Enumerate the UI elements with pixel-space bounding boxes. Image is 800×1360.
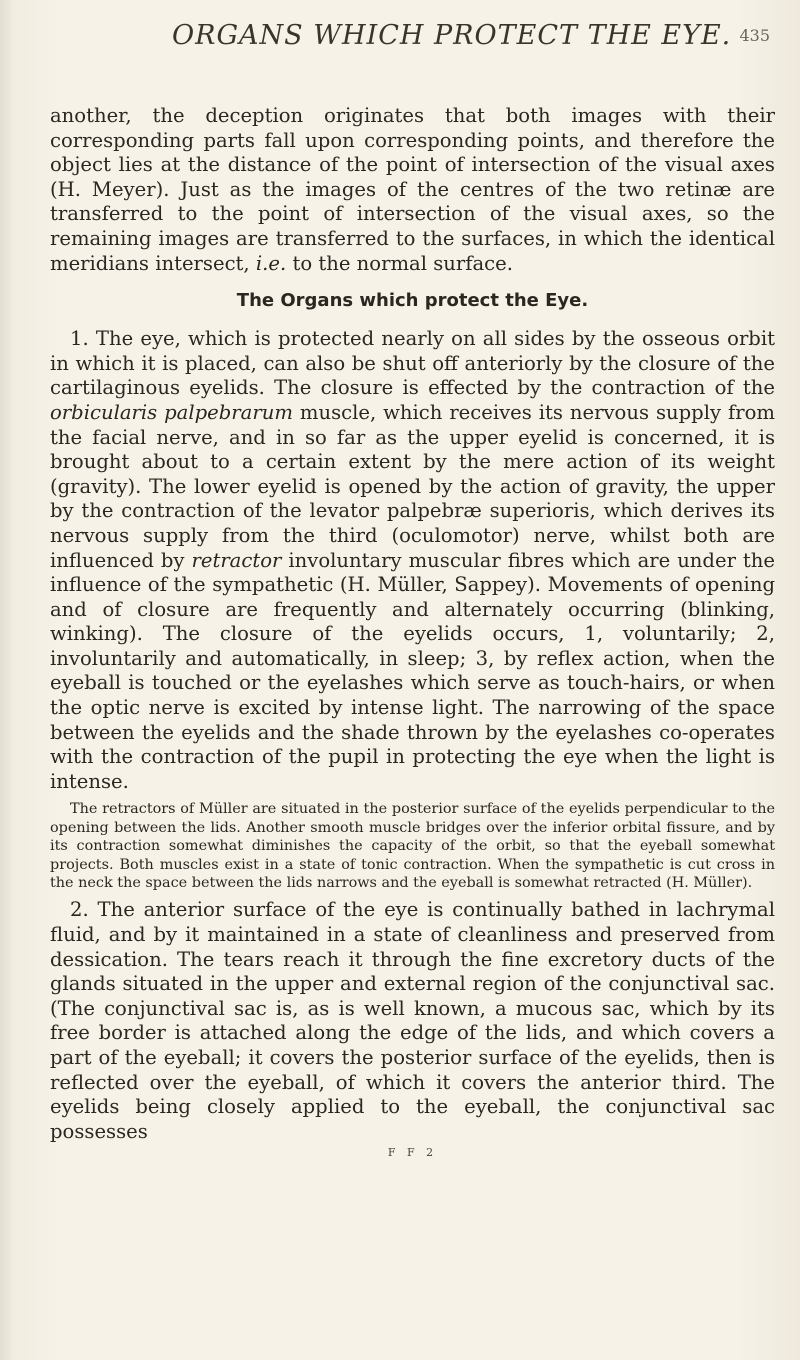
retractor-term: retractor [191, 548, 282, 572]
section-heading: The Organs which protect the Eye. [236, 290, 589, 312]
footnote-paragraph: The retractors of Müller are situated in the posterior surface of the eyelids perpendicular to the opening between the lids. Another smooth muscle bridges over the inferior orbital fissure, and by its contraction somewhat diminishes the capacity of the orbit, so that the eyeball somewhat projects. Both muscles exist in a state of tonic contraction. When the sympathetic is cut cross in the neck the space between the lids narrows and the eyeball is somewhat retracted (H. Müller). [50, 801, 775, 892]
body-text [50, 104, 775, 1159]
continuation-paragraph [50, 104, 775, 276]
continuation-end: to the normal surface. [292, 251, 513, 275]
paragraph-2: 2. The anterior surface of the eye is continually bathed in lachrymal fluid, and by it maintained in a state of cleanliness and preserved from dessication. The tears reach it through the fine excretory ducts of the glands situated in the upper and external region of the conjunctival sac. (The conjunctival sac is, as is well known, a mucous sac, which by its free border is attached along the edge of the lids, and which covers a part of the eyeball; it covers the posterior surface of the eyelids, then is reflected over the eyeball, of which it covers the anterior third. The eyelids being closely applied to the eyeball, the conjunctival sac possesses [50, 898, 775, 1143]
paragraph-1-part-c: involuntary muscular fibres which are under the influence of the sympathetic (H. Müller, Sappey). Movements of opening and of closure are frequently and alternately occurring (blinking, winking). The closure of the eyelids occurs, 1, voluntarily; 2, involuntarily and automatically, in sleep; 3, by reflex action, when the eyeball is touched or the eyelashes which serve as touch-hairs, or when the optic nerve is excited by intense light. The narrowing of the space between the eyelids and the shade thrown by the eyelashes co-operates with the contraction of the pupil in protecting the eye when the light is intense. [50, 548, 775, 793]
continuation-text: another, the deception originates that both images with their corresponding parts fall upon corresponding points, and therefore the object lies at the distance of the point of intersection of the visual axes (H. Meyer). Just as the images of the centres of the two retinæ are transferred to the point of intersection of the visual axes, so the remaining images are transferred to the surfaces, in which the identical meridians intersect, [50, 104, 775, 275]
page-number: 435 [739, 26, 770, 45]
paragraph-1-part-b: muscle, which receives its nervous supply from the facial nerve, and in so far as the upper eyelid is concerned, it is brought about to a certain extent by the mere action of its weight (gravity). The lower eyelid is opened by the action of gravity, the upper by the contraction of the levator palpebræ superioris, which derives its nervous supply from the third (oculomotor) nerve, whilst both are influenced by [50, 400, 775, 572]
signature-mark: F F 2 [387, 1146, 438, 1160]
page-edge-shadow [0, 0, 14, 1360]
paragraph-1 [50, 327, 775, 794]
running-head: ORGANS WHICH PROTECT THE EYE. [172, 20, 732, 51]
paragraph-1-part-a: 1. The eye, which is protected nearly on all sides by the osseous orbit in which it is placed, can also be shut off anteriorly by the closure of the cartilaginous eyelids. The closure is effected by the contraction of the [50, 327, 775, 400]
continuation-ie: i.e. [255, 251, 287, 275]
page-header [0, 18, 800, 58]
orbicularis-term: orbicularis palpebrarum [50, 400, 293, 424]
